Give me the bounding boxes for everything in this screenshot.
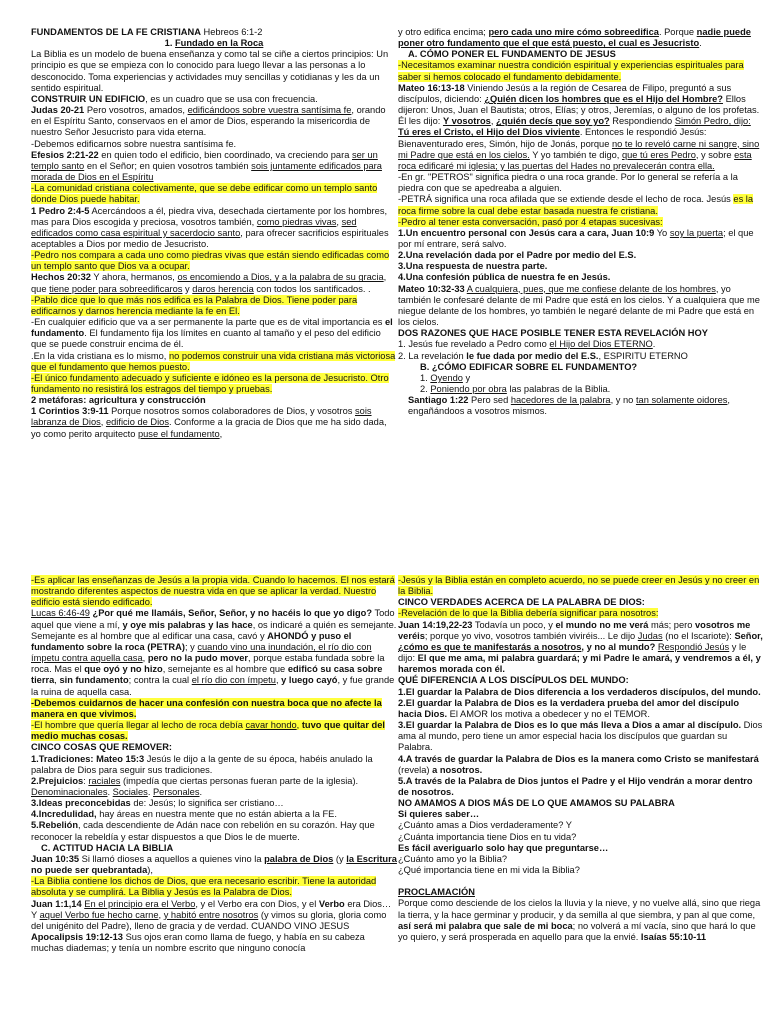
text-run: . [147, 786, 153, 797]
paragraph [398, 620, 764, 676]
paragraph [31, 38, 397, 49]
text-run: Efesios 2:21-22 [31, 149, 99, 160]
text-run: , y sobre [695, 149, 735, 160]
paragraph [31, 820, 397, 842]
text-run: 3.El guardar la Palabra de Dios es lo que más lleva a Dios a amar al discípulo. [398, 720, 742, 731]
text-run: , [100, 417, 106, 428]
text-run: Juan 14:19,22-23 [398, 619, 473, 630]
text-run: , semejante es al hombre que [162, 664, 288, 675]
paragraph [31, 250, 397, 272]
text-run: tan solamente oidores [635, 395, 728, 406]
paragraph [31, 809, 397, 820]
text-run: y le dijo: [398, 641, 747, 664]
text-run: CONSTRUIR UN EDIFICIO [31, 93, 146, 104]
paragraph [31, 876, 397, 898]
text-run: el río dio con ímpetu [191, 675, 276, 686]
paragraph [31, 575, 397, 608]
paragraph [398, 27, 764, 49]
paragraph [31, 351, 397, 373]
text-run: la Escritura [346, 853, 397, 864]
text-run: 3.Una respuesta de nuestra parte. [398, 261, 548, 272]
paragraph [398, 698, 764, 720]
text-run: (impedía que ciertas personas fueran parte de la iglesia). [120, 775, 359, 786]
text-run: ¿Cuánto amas a Dios verdaderamente? Y [398, 820, 572, 831]
text-run: vosotros me veréis [398, 619, 751, 641]
paragraph [31, 798, 397, 809]
text-run: Respondió Jesús [657, 641, 730, 652]
text-run: Lucas 6:46-49 [31, 608, 90, 619]
paragraph [31, 843, 397, 854]
text-run: era Dios…Y [31, 898, 392, 920]
text-run: -La comunidad cristiana colectivamente, que se debe edificar como un templo santo donde Dios puede habitar. [31, 183, 378, 205]
text-run: sois labranza de Dios [31, 406, 372, 428]
text-run: FUNDAMENTOS DE LA FE CRISTIANA [31, 27, 201, 37]
paragraph [31, 105, 397, 138]
text-run: Y ahora, hermanos, [90, 272, 178, 283]
text-run: Pero sed [468, 395, 511, 406]
text-run: 4.Una confesión pública de nuestra fe en Jesús. [398, 272, 611, 283]
text-run: 2.Prejuicios [31, 775, 84, 786]
column-top-left [31, 27, 397, 440]
paragraph [31, 206, 397, 251]
text-run: 1.Un encuentro personal con Jesús cara a cara, Juan 10:9 [398, 227, 655, 238]
text-run: es la roca firme sobre la cual debe estar basada nuestra fe cristiana. [398, 194, 754, 216]
text-run: , cada descendiente de Adán nace con rebelión en su corazón. Hay que reconocer la rebeldía y estar dispuestos a que Dios le de muerte. [31, 820, 375, 842]
text-run: ; porque yo vivo, vosotros también viviréis... Le dijo [424, 630, 638, 641]
paragraph [398, 776, 764, 798]
paragraph [31, 742, 397, 753]
column-bottom-left [31, 575, 397, 954]
paragraph [398, 865, 764, 876]
text-run: , que [31, 272, 387, 294]
text-run: pero cada uno mire cómo sobreedifica [488, 27, 659, 37]
text-run: Y vosotros [442, 116, 491, 127]
paragraph [398, 597, 764, 608]
column-bottom-right [398, 575, 764, 943]
text-run: Si llamó dioses a aquellos a quienes vino la [79, 853, 265, 864]
paragraph [398, 395, 764, 417]
text-run: no puede ser quebrantada [31, 865, 148, 876]
text-run: 1. [164, 38, 175, 49]
text-run: , [54, 675, 60, 686]
text-run: Sus ojos eran como llama de fuego, y había en su cabeza muchas diademas; y tenía un nombre escrito que ninguno conocía [31, 932, 365, 954]
text-run: hay áreas en nuestra mente que no están abierta a la FE. [96, 809, 337, 820]
text-run: Jesús le dijo a la gente de su época, habéis anulado la palabra de Dios para seguir sus tradiciones. [31, 753, 373, 775]
text-run: soy la puerta [669, 227, 724, 238]
paragraph [398, 687, 764, 698]
paragraph [398, 720, 764, 753]
text-run: cavar hondo [245, 720, 297, 731]
text-run: , [158, 909, 164, 920]
text-run: Sociales [112, 786, 148, 797]
text-run: , engañándoos a vosotros mismos. [408, 395, 731, 417]
paragraph [398, 675, 764, 686]
text-run: así será mi palabra que sale de mi boca [398, 920, 573, 931]
text-run: , y fue grande la ruina de aquella casa. [31, 675, 395, 697]
text-run: QUÉ DIFERENCIA A LOS DISCÍPULOS DEL MUNDO: [398, 675, 629, 686]
text-run: a nosotros. [432, 764, 483, 775]
text-run: . Entonces le respondió Jesús: Bienaventurado eres, Simón, hijo de Jonás, porque [398, 127, 707, 149]
text-run: 1 Corintios 3:9-11 [31, 406, 109, 417]
paragraph [31, 608, 397, 697]
text-run: -Debemos edificarnos sobre nuestra santísima fe. [31, 138, 237, 149]
text-run: sed edificados como casa espiritual y sacerdocio santo [31, 216, 357, 238]
paragraph [398, 798, 764, 809]
text-run: ¿Por qué me llamáis, Señor, Señor, y no hacéis lo que yo digo? [92, 608, 373, 619]
text-run: 2 metáforas: agricultura y construcción [31, 395, 206, 406]
paragraph [398, 228, 764, 250]
text-run: en quien todo el edificio, bien coordinado, va creciendo para [98, 149, 352, 160]
text-run: 4.Incredulidad, [31, 809, 97, 820]
paragraph [398, 809, 764, 820]
paragraph [31, 139, 397, 150]
text-run: Todavía un poco, y [472, 619, 556, 630]
text-run: . Porque [658, 27, 697, 37]
paragraph [398, 284, 764, 329]
paragraph [31, 698, 397, 720]
text-run: -Pablo dice que lo que más nos edifica es la Palabra de Dios. Tiene poder para edificarnos y darnos herencia mediante la fe en El. [31, 294, 358, 316]
text-run: , [296, 720, 302, 731]
paragraph [398, 60, 764, 82]
text-run: 2.El guardar la Palabra de Dios es la verdadera prueba del amor del discípulo hacia Dios. [398, 697, 740, 719]
text-run: el fundamento [31, 317, 393, 339]
text-run: , [275, 675, 282, 686]
text-run: Mateo 16:13-18 [398, 82, 465, 93]
text-run: Dios ama al mundo, pero tiene un amor especial hacia los discípulos que guardan su Palabra. [398, 720, 763, 753]
text-run: ; y [184, 641, 198, 652]
text-run: , porque estaba fundada sobre la roca. Mas el [31, 653, 385, 675]
text-run: ¿Cuánto amo yo la Biblia? [398, 853, 508, 864]
text-run: y luego cayó [281, 675, 338, 686]
text-run: CINCO COSAS QUE REMOVER: [31, 742, 173, 753]
text-run: Es fácil averiguarlo solo hay que preguntarse… [398, 842, 609, 853]
paragraph [31, 932, 397, 954]
paragraph [398, 575, 764, 597]
text-run: . [699, 38, 702, 49]
paragraph [398, 854, 764, 865]
text-run: el Hijo del Dios ETERNO [549, 339, 653, 350]
paragraph [31, 899, 397, 932]
text-run: daros herencia [192, 283, 254, 294]
text-run: AHONDÓ [267, 630, 309, 641]
text-run: Respondiendo [609, 116, 675, 127]
text-run: 5.A través de la Palabra de Dios juntos el Padre y el Hijo vendrán a morar dentro de nosotros. [398, 775, 753, 797]
text-run: Simón Pedro, dijo: [674, 116, 751, 127]
text-run: -El único fundamento adecuado y suficiente e idóneo es la persona de Jesucristo. Otro fundamento no resistirá los estragos del tiempo y pruebas. [31, 372, 389, 394]
text-run: Ellos dijeron: Unos, Juan el Bautista; otros, Elías; y otros, Jeremías, o alguno de los profetas. Él les dijo: [398, 93, 760, 127]
text-run: pero no la pudo mover [147, 653, 249, 664]
text-run: 2. La revelación [398, 350, 467, 361]
text-run: puse el fundamento [137, 428, 220, 439]
text-run: : [83, 775, 89, 786]
paragraph [31, 27, 397, 38]
text-run: 1. [420, 372, 431, 383]
text-run: Yo [654, 227, 670, 238]
paragraph [398, 832, 764, 843]
text-run: El que me ama, mi palabra guardará; y mi Padre le amará, y vendremos a él, y haremos morada con él. [398, 653, 761, 675]
text-run: Personales [152, 786, 200, 797]
text-run: Porque como desciende de los cielos la lluvia y la nieve, y no vuelve allá, sino que riega la tierra, y la hace germinar y producir, y da semilla al que siembra, y pan al que come, [398, 898, 761, 920]
text-run: aquel Verbo fue hecho carne [39, 909, 159, 920]
text-run: ), [147, 865, 153, 876]
paragraph [398, 373, 764, 384]
text-run: el mundo no me verá [555, 619, 649, 630]
paragraph [398, 194, 764, 216]
paragraph [31, 272, 397, 294]
text-run: Judas 20-21 [31, 105, 85, 116]
text-run: y habitó entre nosotros [163, 909, 259, 920]
text-run: Apocalipsis 19:12-13 [31, 932, 123, 942]
text-run: 1.Tradiciones: Mateo 15:3 [31, 753, 145, 764]
text-run: tiene poder para sobreedificaros [49, 283, 183, 294]
paragraph [398, 217, 764, 228]
text-run: , yo también le confesaré delante de mi Padre que está en los cielos. Y a cualquiera que me niegue delante de los hombres, yo también le negaré delante de mi Padre que está en los cielos. [398, 283, 760, 328]
text-run: 5.Rebelión [31, 820, 79, 831]
text-run: ¿Quién dicen los hombres que es el Hijo del Hombre? [484, 93, 723, 104]
text-run: , para ofrecer sacrificios espirituales aceptables a Dios por medio de Jesucristo. [31, 227, 389, 249]
text-run: , [490, 116, 497, 127]
text-run: , os indicaré a quién es semejante. Semejante es al hombre que al edificar una casa, cavó y [31, 619, 397, 641]
text-run: Todo aquel que viene a mí, [31, 608, 395, 630]
text-run: tuvo que quitar del medio muchas cosas. [31, 720, 385, 742]
text-run: C. ACTITUD HACIA LA BIBLIA [41, 842, 174, 853]
text-run: que oyó y no hizo [84, 664, 163, 675]
text-run: La Biblia es un modelo de buena enseñanza y como tal se ciñe a ciertos principios: Un principio es que se empieza con lo conocido para luego llevar a las personas a lo desconocido. Toma experiencias y actividades muy sencillas y cotidianas y les da un sentido espiritual. [31, 49, 389, 93]
paragraph [398, 250, 764, 261]
text-run: .En la vida cristiana es lo mismo, [31, 350, 169, 361]
text-run: os encomiendo a Dios, y a la palabra de su gracia [177, 272, 384, 283]
paragraph [398, 172, 764, 194]
text-run: Hebreos 6:1-2 [200, 27, 263, 37]
paragraph [398, 843, 764, 854]
paragraph [31, 183, 397, 205]
text-run: -Pedro al tener esta conversación, pasó por 4 etapas sucesivas: [398, 216, 663, 227]
text-run: 3.Ideas preconcebidas [31, 798, 131, 809]
text-run: -Pedro nos compara a cada uno como piedras vivas que están siendo edificadas como un templo santo que Dios va a ocupar. [31, 250, 390, 272]
text-run: Y yo también te digo, [529, 149, 622, 160]
text-run: , es un cuadro que se usa con frecuencia. [145, 93, 318, 104]
paragraph [398, 608, 764, 619]
paragraph [398, 362, 764, 373]
text-run: Denominacionales [31, 786, 108, 797]
text-run: sois juntamente edificados para morada de Dios en el Espíritu [31, 160, 382, 183]
paragraph [31, 317, 397, 350]
text-run: Si quieres saber… [398, 809, 480, 820]
text-run: Viniendo Jesús a la región de Cesarea de Filipo, preguntó a sus discípulos, diciendo: [398, 82, 732, 104]
text-run: ser un templo santo [31, 149, 378, 171]
paragraph [31, 373, 397, 395]
text-run: -Debemos cuidarnos de hacer una confesión con nuestra boca que no afecte la manera en que vivimos. [31, 697, 382, 719]
text-run: Acercándoos a él, piedra viva, desechada ciertamente por los hombres, mas para Dios escogida y preciosa, vosotros también, [31, 205, 388, 227]
paragraph [398, 384, 764, 395]
text-run: de: Jesús; lo significa ser cristiano… [130, 798, 284, 809]
text-run: cuando vino una inundación, el río dio con ímpetu contra aquella casa [31, 641, 372, 664]
text-run: le fue dada por medio del E.S. [466, 350, 599, 361]
paragraph [398, 898, 764, 943]
text-run: 2. [420, 384, 431, 394]
text-run: esta roca edificaré mi iglesia; y las puertas del Hades no prevalecerán contra ella. [398, 149, 752, 171]
text-run: que tú eres Pedro [621, 149, 696, 160]
text-run: 1 Pedro 2:4-5 [31, 205, 90, 216]
text-run: , [219, 428, 223, 439]
text-run: ¿cómo es que te manifestarás a nosotros [398, 641, 582, 652]
text-run: Judas [637, 630, 663, 641]
paragraph [31, 94, 397, 105]
paragraph [31, 754, 397, 776]
text-run: ; contra la cual [128, 675, 192, 686]
text-run: A. CÓMO PONER EL FUNDAMENTO DE JESUS [408, 49, 616, 60]
text-run: 1. Jesús fue revelado a Pedro como [398, 339, 550, 350]
text-run: , [142, 653, 148, 664]
text-run: A cualquiera, pues, que me confiese delante de los hombres [466, 283, 716, 294]
paragraph [31, 295, 397, 317]
text-run: -En cualquier edificio que va a ser permanente la parte que es de vital importancia es [31, 317, 385, 328]
text-run: -El hombre que quería llegar al lecho de roca debía [31, 720, 246, 731]
text-run: -Es aplicar las enseñanzas de Jesús a la propia vida. Cuando lo hacemos. El nos estará mostrando diferentes aspectos de nuestra vida en que se aplicar la verdad. Nuestro edificio está siendo edificado. [31, 575, 395, 608]
text-run: , [336, 216, 342, 227]
text-run: -PETRÁ significa una roca afilada que se extiende desde el lecho de roca. Jesús [398, 194, 734, 205]
paragraph [31, 854, 397, 876]
text-run: . [199, 786, 203, 797]
text-run: -En gr. "PETROS" significa piedra o una roca grande. Por lo general se refería a la piedra con que se apedreaba a alguien. [398, 172, 738, 194]
text-run: (revela) [398, 764, 433, 775]
text-run: y puso el fundamento sobre la roca (PETRA) [31, 630, 352, 652]
text-run: Señor, [734, 630, 763, 641]
text-run: en el Señor; en quien vosotros también [84, 160, 252, 171]
text-run: Verbo [318, 898, 345, 909]
text-run: , ESPIRITU ETERNO [598, 350, 688, 361]
text-run: 2.Una revelación dada por el Padre por medio del E.S. [398, 250, 637, 261]
text-run: y [462, 372, 471, 383]
text-run: nadie puede poner otro fundamento que el que está puesto, el cual es Jesucristo [398, 27, 751, 49]
text-run: edificó su casa sobre tierra [31, 664, 383, 686]
text-run: -Necesitamos examinar nuestra condición espiritual y experiencias espirituales para saber si hemos colocado el fundamento debidamente. [398, 60, 744, 82]
text-run: Juan 1:1,14 [31, 898, 82, 909]
text-run: ; no volverá a mí vacía, sino que hará lo que yo quiero, y será prosperada en aquello para que la envié. [398, 920, 756, 942]
text-run: , y no [610, 395, 636, 406]
text-run: . Conforme a la gracia de Dios que me ha sido dada, yo como perito arquitecto [31, 417, 387, 439]
text-run: Porque nosotros somos colaboradores de Dios, y vosotros [108, 406, 355, 417]
text-run: 4.A través de guardar la Palabra de Dios es la manera como Cristo se manifestará [398, 753, 759, 764]
paragraph [31, 406, 397, 439]
text-run: ¿Cuánta importancia tiene Dios en tu vida? [398, 831, 577, 842]
text-run: PROCLAMACIÓN [398, 887, 475, 898]
text-run: Tú eres el Cristo, el Hijo del Dios viviente [398, 127, 580, 138]
paragraph [31, 395, 397, 406]
paragraph [398, 820, 764, 831]
text-run: . [652, 339, 656, 350]
text-run: Oyendo [430, 372, 463, 383]
paragraph [31, 49, 397, 94]
text-run: y otro edifica encima; [398, 27, 489, 37]
paragraph [31, 776, 397, 798]
column-top-right [398, 27, 764, 417]
text-run: hacedores de la palabra [510, 395, 611, 406]
paragraph [398, 83, 764, 172]
text-run: edificándoos sobre vuestra santísima fe [187, 105, 352, 116]
text-run: palabra de Dios [264, 853, 334, 864]
text-run: CINCO VERDADES ACERCA DE LA PALABRA DE DIOS: [398, 597, 645, 608]
text-run: NO AMAMOS A DIOS MÁS DE LO QUE AMAMOS SU PALABRA [398, 798, 675, 809]
text-run: . [107, 786, 113, 797]
text-run: Poniendo por obra [430, 384, 507, 394]
text-run: , orando en el Espíritu Santo, conservaos en el amor de Dios, esperando la misericordia de nuestro Señor Jesucristo para vida eterna. [31, 105, 386, 138]
paragraph [398, 272, 764, 283]
text-run: ¿quién decís que soy yo? [496, 116, 610, 127]
text-run: sin fundamento [59, 675, 129, 686]
text-run: y oye mis palabras y las hace [122, 619, 253, 630]
paragraph [398, 351, 764, 362]
text-run: y [182, 283, 193, 294]
text-run: Mateo 10:32-33 [398, 283, 465, 294]
text-run: raciales [88, 775, 121, 786]
text-run: Isaías 55:10-11 [640, 931, 707, 942]
paragraph [31, 720, 397, 742]
text-run: no podemos construir una vida cristiana más victoriosa que el fundamento que hemos puesto. [31, 350, 396, 372]
paragraph [31, 150, 397, 183]
text-run: 1.El guardar la Palabra de Dios diferencia a los verdaderos discípulos, del mundo. [398, 686, 761, 697]
text-run: (y vimos su gloria, gloria como del unigénito del Padre), lleno de gracia y de verdad. CUANDO VINO JESUS [31, 909, 387, 931]
text-run: Hechos 20:32 [31, 272, 91, 283]
text-run: Santiago 1:22 [408, 395, 469, 406]
text-run: En el principio era el Verbo [84, 898, 196, 909]
text-run: ¿Qué importancia tiene en mi vida la Biblia? [398, 865, 580, 876]
text-run: DOS RAZONES QUE HACE POSIBLE TENER ESTA REVELACIÓN HOY [398, 328, 708, 339]
paragraph [398, 339, 764, 350]
paragraph [398, 754, 764, 776]
text-run: ; el que por mí entrare, será salvo. [398, 227, 754, 249]
text-run: Fundado en la Roca [175, 38, 264, 49]
text-run: -Jesús y la Biblia están en completo acuerdo, no se puede creer en Jesús y no creer en la Biblia. [398, 575, 760, 597]
paragraph [398, 261, 764, 272]
text-run: (no el Iscariote): [662, 630, 735, 641]
paragraph [398, 328, 764, 339]
text-run: , y no al mundo? [581, 641, 656, 652]
paragraph [398, 49, 764, 60]
text-run: , y el Verbo era con Dios, y el [195, 898, 319, 909]
text-run: Pero vosotros, amados, [84, 105, 188, 116]
text-run: como piedras vivas [256, 216, 337, 227]
text-run: El AMOR los motiva a obedecer y no el TEMOR. [447, 708, 650, 719]
text-run: . El fundamento fija los límites en cuanto al tamaño y el peso del edificio que se puede construir encima de él. [31, 328, 381, 350]
text-run: más; pero [648, 619, 695, 630]
text-run: con todos los santificados. . [253, 283, 371, 294]
text-run: B. ¿CÓMO EDIFICAR SOBRE EL FUNDAMENTO? [420, 361, 638, 372]
text-run: las palabras de la Biblia. [506, 384, 611, 394]
text-run: (y [333, 853, 347, 864]
text-run: no te lo reveló carne ni sangre, sino mi Padre que está en los cielos. [398, 138, 760, 160]
text-run: Juan 10:35 [31, 853, 80, 864]
text-run: -La Biblia contiene los dichos de Dios, que era necesario escribir. Tiene la autoridad absoluta y se cumplirá. La Biblia y Jesús es la Palabra de Dios. [31, 876, 377, 898]
text-run: -Revelación de lo que la Biblia debería significar para nosotros: [398, 608, 659, 619]
paragraph [398, 887, 764, 898]
text-run: edificio de Dios [105, 417, 169, 428]
